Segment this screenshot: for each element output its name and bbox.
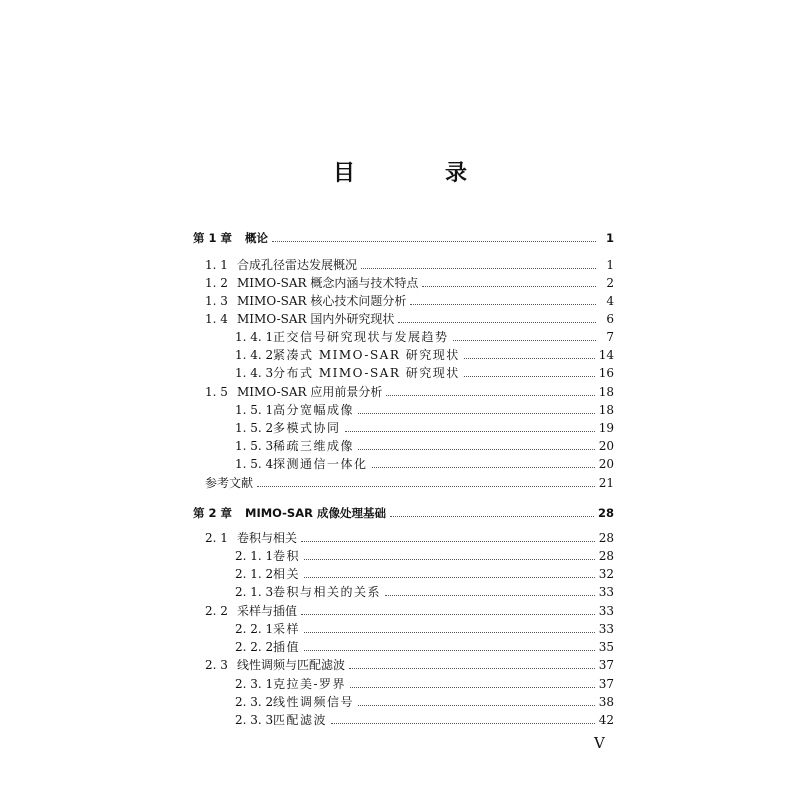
toc-entry	[205, 383, 614, 401]
toc-entry	[205, 529, 614, 547]
leader-dots	[358, 413, 595, 414]
leader-dots	[385, 595, 595, 596]
toc-entry-title: 卷积	[273, 549, 301, 563]
toc-entry	[235, 437, 614, 455]
toc-entry-page: 32	[598, 567, 614, 581]
toc-entry	[235, 583, 614, 601]
leader-dots	[398, 322, 596, 323]
toc-entry-page: 16	[598, 366, 614, 380]
toc-entry-page: 37	[598, 677, 614, 691]
toc-entry-title: 分布式 MIMO-SAR 研究现状	[273, 366, 460, 380]
toc-entry-number: 2. 1	[205, 531, 228, 545]
toc-entry	[235, 346, 614, 364]
toc-entry-page: 42	[598, 713, 614, 727]
toc-entry-page: 6	[606, 312, 614, 326]
toc-entry-title: 线性调频信号	[273, 695, 355, 709]
toc-entry-title: 探测通信一体化	[273, 457, 368, 471]
toc-entry-number: 1. 4. 2	[235, 348, 274, 362]
toc-entry-title: MIMO-SAR 成像处理基础	[245, 506, 386, 520]
toc-entry-page: 37	[598, 658, 614, 672]
leader-dots	[301, 541, 595, 542]
toc-entry-number: 1. 4. 1	[235, 330, 274, 344]
toc-entry	[235, 328, 614, 346]
toc-entry-page: 20	[598, 457, 614, 471]
toc-entry-title: MIMO-SAR 国内外研究现状	[237, 312, 395, 326]
toc-entry-title: 高分宽幅成像	[273, 403, 355, 417]
toc-entry	[235, 565, 614, 583]
toc-entry	[235, 711, 614, 729]
toc-entry-title: 线性调频与匹配滤波	[237, 658, 346, 672]
leader-dots	[464, 376, 595, 377]
toc-entry	[193, 229, 614, 247]
toc-entry-number: 1. 4. 3	[235, 366, 274, 380]
toc-entry-number: 1. 5. 2	[235, 421, 274, 435]
toc-entry-page: 20	[598, 439, 614, 453]
toc-entry-number: 1. 5	[205, 385, 228, 399]
toc-entry	[235, 419, 614, 437]
toc-entry	[205, 256, 614, 274]
toc-entry	[205, 274, 614, 292]
leader-dots	[349, 668, 595, 669]
toc-entry-title: 概论	[245, 231, 268, 245]
toc-entry-number: 1. 1	[205, 258, 228, 272]
leader-dots	[358, 449, 595, 450]
toc-entry-page: 28	[598, 549, 614, 563]
toc-entry-number: 2. 3. 3	[235, 713, 274, 727]
toc-entry	[205, 474, 614, 492]
leader-dots	[350, 687, 595, 688]
toc-entry-number: 2. 1. 2	[235, 567, 274, 581]
toc-entry-page: 19	[598, 421, 614, 435]
toc-entry	[235, 364, 614, 382]
leader-dots	[453, 340, 596, 341]
toc-entry-title: 采样	[273, 622, 301, 636]
leader-dots	[304, 632, 595, 633]
toc-entry-page: 28	[598, 531, 614, 545]
toc-entry	[235, 401, 614, 419]
toc-entry-title: 稀疏三维成像	[273, 439, 355, 453]
leader-dots	[345, 431, 595, 432]
leader-dots	[304, 559, 595, 560]
toc-entry-number: 1. 5. 4	[235, 457, 274, 471]
toc-entry-number: 2. 2. 1	[235, 622, 274, 636]
toc-entry-title: 相关	[273, 567, 301, 581]
toc-entry-number: 1. 2	[205, 276, 228, 290]
toc-entry-page: 14	[598, 348, 614, 362]
leader-dots	[358, 705, 595, 706]
toc-entry-page: 1	[606, 258, 614, 272]
toc-entry-number: 1. 4	[205, 312, 228, 326]
leader-dots	[331, 723, 595, 724]
leader-dots	[410, 304, 596, 305]
leader-dots	[304, 650, 595, 651]
toc-entry-page: 33	[598, 622, 614, 636]
toc-entry-title: 克拉美-罗界	[273, 677, 347, 691]
toc-entry-number: 2. 2. 2	[235, 640, 274, 654]
toc-entry-number: 第 2 章	[193, 506, 233, 520]
leader-dots	[304, 577, 595, 578]
toc-entry-page: 28	[597, 506, 614, 520]
toc-entry-page: 18	[598, 403, 614, 417]
toc-entry-title: 卷积与相关	[237, 531, 298, 545]
leader-dots	[464, 358, 595, 359]
toc-entry-title: 匹配滤波	[273, 713, 328, 727]
toc-entry-page: 21	[598, 476, 614, 490]
toc-entry	[193, 504, 614, 522]
leader-dots	[386, 395, 594, 396]
toc-entry-number: 2. 1. 1	[235, 549, 274, 563]
toc-entry	[235, 693, 614, 711]
toc-entry	[235, 638, 614, 656]
toc-entry	[205, 310, 614, 328]
leader-dots	[372, 467, 595, 468]
toc-entry-title: 卷积与相关的关系	[273, 585, 382, 599]
toc-entry	[235, 547, 614, 565]
toc-entry-title: MIMO-SAR 应用前景分析	[237, 385, 383, 399]
toc-entry-page: 18	[598, 385, 614, 399]
toc-entry-number: 2. 3. 1	[235, 677, 274, 691]
toc-entry-title: 合成孔径雷达发展概况	[237, 258, 358, 272]
toc-entry-page: 2	[606, 276, 614, 290]
toc-entry-number: 1. 3	[205, 294, 228, 308]
toc-entry	[235, 675, 614, 693]
toc-entry	[205, 656, 614, 674]
toc-entry-page: 4	[606, 294, 614, 308]
toc-entry-number: 2. 3. 2	[235, 695, 274, 709]
toc-entry-page: 33	[598, 585, 614, 599]
toc-entry	[235, 455, 614, 473]
leader-dots	[361, 268, 596, 269]
toc-entry	[235, 620, 614, 638]
toc-entry-page: 35	[598, 640, 614, 654]
toc-entry-number: 1. 5. 1	[235, 403, 274, 417]
toc-entry-title: 正交信号研究现状与发展趋势	[273, 330, 449, 344]
toc-entry-number: 1. 5. 3	[235, 439, 274, 453]
toc-entry	[205, 292, 614, 310]
toc-entry-title: 多模式协同	[273, 421, 341, 435]
toc-entry-number: 2. 1. 3	[235, 585, 274, 599]
leader-dots	[257, 486, 595, 487]
page-folio: V	[594, 734, 605, 752]
toc-entry-page: 7	[606, 330, 614, 344]
toc-entry-page: 1	[605, 231, 614, 245]
leader-dots	[422, 286, 596, 287]
toc-entry-title: 采样与插值	[237, 604, 298, 618]
leader-dots	[390, 516, 594, 517]
toc-entry-title: 紧凑式 MIMO-SAR 研究现状	[273, 348, 460, 362]
toc-entry-title: MIMO-SAR 概念内涵与技术特点	[237, 276, 419, 290]
toc-entry-page: 33	[598, 604, 614, 618]
leader-dots	[272, 241, 596, 242]
toc-entry-title: MIMO-SAR 核心技术问题分析	[237, 294, 407, 308]
toc-title: 目 录	[332, 161, 501, 186]
toc-entry-number: 2. 3	[205, 658, 228, 672]
toc-entry-title: 参考文献	[205, 476, 254, 490]
leader-dots	[301, 614, 595, 615]
toc-entry-number: 第 1 章	[193, 231, 233, 245]
toc-entry-page: 38	[598, 695, 614, 709]
toc-entry-number: 2. 2	[205, 604, 228, 618]
toc-entry-title: 插值	[273, 640, 301, 654]
toc-entry	[205, 602, 614, 620]
